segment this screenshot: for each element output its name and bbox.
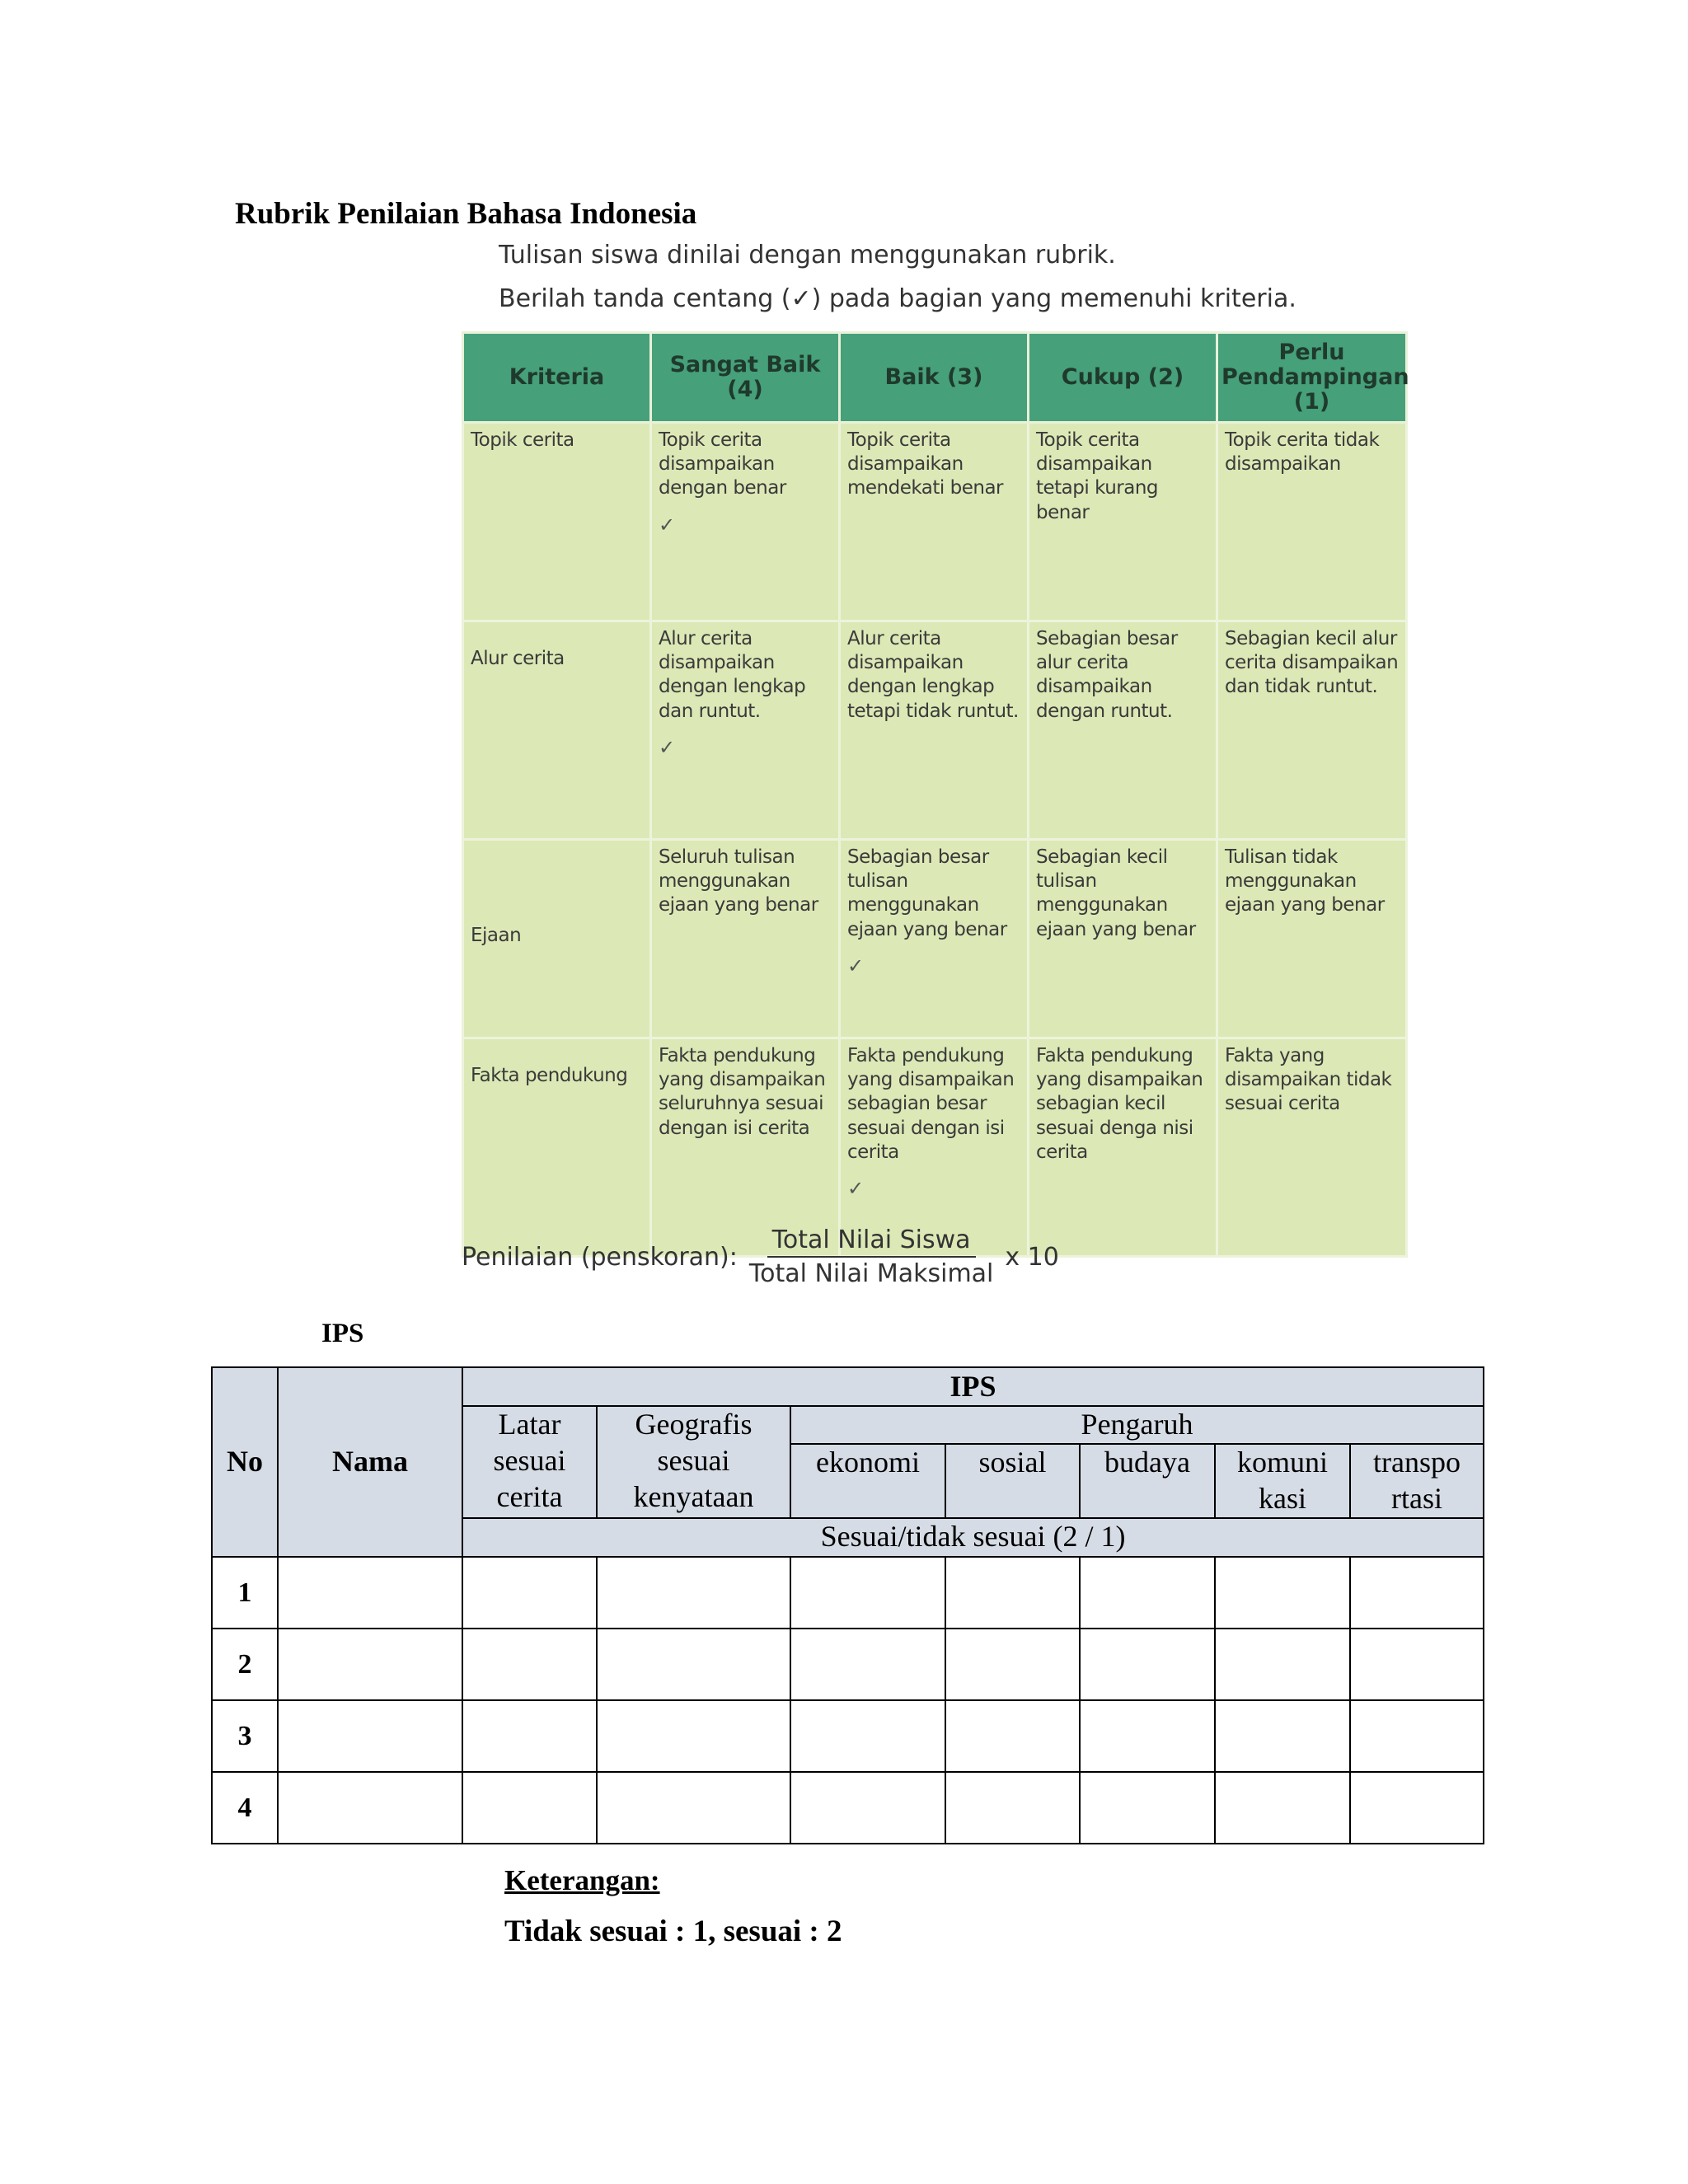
score-cell[interactable] [790,1700,945,1772]
col-transportasi-header: transpo rtasi [1350,1444,1484,1518]
score-cell[interactable] [1080,1772,1215,1844]
score-cell[interactable] [1350,1629,1484,1700]
nama-cell[interactable] [278,1557,462,1629]
score-cell[interactable] [597,1629,790,1700]
rubric-cell: Sebagian besar tulisan menggunakan ejaan yang benar ✓ [840,840,1029,1038]
scoring-formula [462,1226,1059,1288]
score-cell[interactable] [1350,1700,1484,1772]
rubric-criterion: Topik cerita [463,423,651,621]
score-cell[interactable] [1215,1772,1350,1844]
score-cell[interactable] [462,1772,597,1844]
rubric-cell: Sebagian kecil alur cerita disampaikan dan tidak runtut. [1217,621,1407,840]
rubric-header-kriteria: Kriteria [463,333,651,423]
rubric-cell: Fakta pendukung yang disampaikan sebagian kecil sesuai denga nisi cerita [1029,1038,1217,1257]
page-title: Rubrik Penilaian Bahasa Indonesia [235,197,697,231]
nama-cell[interactable] [278,1772,462,1844]
table-row [212,1629,1484,1700]
table-row [212,1772,1484,1844]
rubric-cell: Fakta pendukung yang disampaikan sebagian besar sesuai dengan isi cerita ✓ [840,1038,1029,1257]
score-cell[interactable] [1350,1557,1484,1629]
row-number: 4 [212,1772,278,1844]
ips-group-header: IPS [462,1367,1484,1406]
rubric-row-fakta [463,1038,1407,1257]
score-cell[interactable] [1215,1557,1350,1629]
rubric-cell: Topik cerita disampaikan dengan benar ✓ [651,423,840,621]
col-ekonomi-header: ekonomi [790,1444,945,1518]
rubric-cell: Alur cerita disampaikan dengan lengkap tetapi tidak runtut. [840,621,1029,840]
score-cell[interactable] [945,1557,1080,1629]
ips-table [211,1366,1484,1844]
score-cell[interactable] [1080,1557,1215,1629]
check-mark-icon: ✓ [659,513,675,537]
score-cell[interactable] [945,1629,1080,1700]
col-nama-header: Nama [278,1367,462,1557]
rubric-header-baik: Baik (3) [840,333,1029,423]
score-cell[interactable] [462,1700,597,1772]
score-cell[interactable] [597,1700,790,1772]
nama-cell[interactable] [278,1629,462,1700]
score-cell[interactable] [462,1557,597,1629]
row-number: 3 [212,1700,278,1772]
rubric-cell: Alur cerita disampaikan dengan lengkap dan runtut. ✓ [651,621,840,840]
score-cell[interactable] [1080,1700,1215,1772]
rubric-header-perlu-pendampingan: Perlu Pendampingan (1) [1217,333,1407,423]
col-komunikasi-header: komuni kasi [1215,1444,1350,1518]
formula-numerator: Total Nilai Siswa [767,1226,976,1258]
keterangan-text: Tidak sesuai : 1, sesuai : 2 [504,1915,842,1948]
rubric-cell: Topik cerita disampaikan tetapi kurang benar [1029,423,1217,621]
rubric-header-cukup: Cukup (2) [1029,333,1217,423]
rubric-criterion: Alur cerita [463,621,651,840]
rubric-cell: Sebagian besar alur cerita disampaikan dengan runtut. [1029,621,1217,840]
col-sosial-header: sosial [945,1444,1080,1518]
row-number: 1 [212,1557,278,1629]
check-mark-icon: ✓ [847,954,864,977]
keterangan-label: Keterangan: [504,1864,660,1896]
scale-header: Sesuai/tidak sesuai (2 / 1) [462,1518,1484,1557]
rubric-instruction-1: Tulisan siswa dinilai dengan menggunakan rubrik. [499,241,1116,269]
rubric-cell: Fakta yang disampaikan tidak sesuai cerita [1217,1038,1407,1257]
rubric-instruction-2: Berilah tanda centang (✓) pada bagian yang memenuhi kriteria. [499,284,1296,313]
rubric-row-topik [463,423,1407,621]
rubric-cell: Sebagian kecil tulisan menggunakan ejaan yang benar [1029,840,1217,1038]
ips-header-row-1 [212,1367,1484,1406]
score-cell[interactable] [790,1629,945,1700]
check-mark-icon: ✓ [659,735,675,759]
row-number: 2 [212,1629,278,1700]
formula-suffix: x 10 [1005,1242,1059,1272]
rubric-row-alur [463,621,1407,840]
col-budaya-header: budaya [1080,1444,1215,1518]
score-cell[interactable] [1215,1629,1350,1700]
rubric-criterion: Fakta pendukung [463,1038,651,1257]
score-cell[interactable] [1080,1629,1215,1700]
table-row [212,1700,1484,1772]
rubric-cell: Fakta pendukung yang disampaikan seluruhnya sesuai dengan isi cerita [651,1038,840,1257]
score-cell[interactable] [1350,1772,1484,1844]
score-cell[interactable] [462,1629,597,1700]
score-cell[interactable] [1215,1700,1350,1772]
score-cell[interactable] [597,1557,790,1629]
rubric-header-sangat-baik: Sangat Baik (4) [651,333,840,423]
col-geografis-header: Geografis sesuai kenyataan [597,1406,790,1518]
rubric-cell: Tulisan tidak menggunakan ejaan yang benar [1217,840,1407,1038]
rubric-cell: Seluruh tulisan menggunakan ejaan yang benar [651,840,840,1038]
formula-prefix: Penilaian (penskoran): [462,1242,738,1272]
pengaruh-header: Pengaruh [790,1406,1484,1444]
rubric-cell: Topik cerita tidak disampaikan [1217,423,1407,621]
formula-denominator: Total Nilai Maksimal [748,1259,994,1288]
rubric-cell: Topik cerita disampaikan mendekati benar [840,423,1029,621]
col-no-header: No [212,1367,278,1557]
nama-cell[interactable] [278,1700,462,1772]
rubric-table [462,331,1408,1258]
table-row [212,1557,1484,1629]
score-cell[interactable] [945,1772,1080,1844]
rubric-row-ejaan [463,840,1407,1038]
score-cell[interactable] [945,1700,1080,1772]
ips-section-label: IPS [321,1319,364,1348]
score-cell[interactable] [597,1772,790,1844]
score-cell[interactable] [790,1772,945,1844]
rubric-criterion: Ejaan [463,840,651,1038]
formula-fraction [744,1226,999,1288]
rubric-header-row [463,333,1407,423]
check-mark-icon: ✓ [847,1177,864,1201]
score-cell[interactable] [790,1557,945,1629]
col-latar-header: Latar sesuai cerita [462,1406,597,1518]
